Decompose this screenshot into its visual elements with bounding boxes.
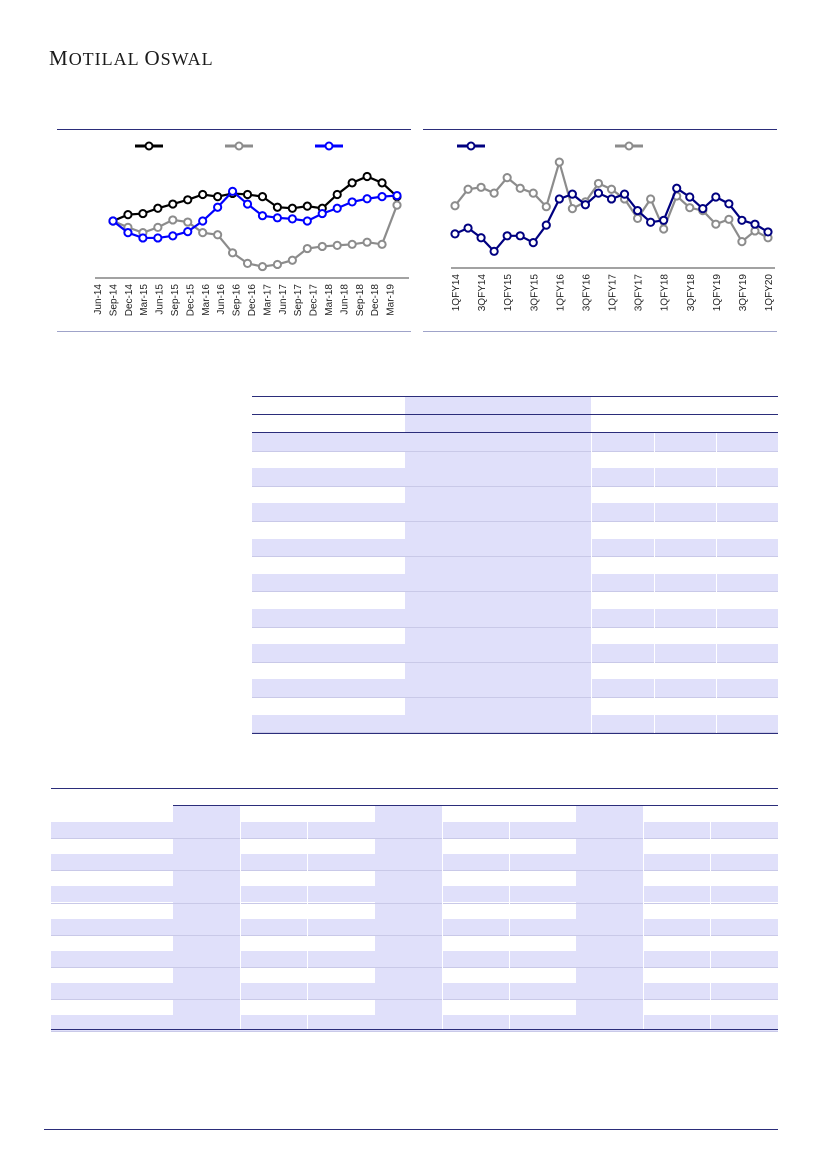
- left-line-chart: [57, 132, 411, 330]
- left-x-tick-label: Mar-17: [262, 284, 274, 316]
- left-series-1-point: [154, 205, 161, 212]
- right-x-tick-label: 1QFY15: [503, 274, 515, 312]
- left-series-1-point: [364, 173, 371, 180]
- left-x-tick-label: Sep-14: [108, 284, 120, 317]
- right-x-tick-label: 1QFY14: [451, 274, 462, 312]
- left-series-3-point: [364, 195, 371, 202]
- left-series-3-point: [214, 204, 221, 211]
- right-series-2-point: [491, 190, 498, 197]
- table-1-row-rule: [252, 556, 778, 557]
- right-chart-bottom-rule: [423, 331, 777, 332]
- table-2-band-row: [51, 919, 778, 935]
- left-x-tick-label: Sep-16: [231, 284, 243, 317]
- left-x-tick-label: Jun-14: [93, 284, 104, 315]
- table-2-row-rule: [51, 870, 778, 871]
- left-series-2-point: [199, 229, 206, 236]
- left-series-3-point: [139, 234, 146, 241]
- right-series-1-point: [569, 191, 576, 198]
- table-2-band-row: [51, 951, 778, 967]
- left-x-tick-label: Mar-19: [385, 284, 397, 316]
- left-series-3-point: [289, 215, 296, 222]
- left-x-tick-label: Dec-14: [123, 284, 135, 317]
- table-2-column-divider: [643, 822, 644, 1029]
- right-x-tick-label: 1QFY19: [711, 274, 723, 312]
- right-series-1-point: [673, 185, 680, 192]
- left-series-3-point: [199, 217, 206, 224]
- table-2: [51, 788, 778, 1030]
- left-x-tick-label: Dec-18: [370, 284, 382, 317]
- right-series-1-point: [712, 193, 719, 200]
- table-1-band-row: [252, 715, 778, 733]
- right-series-1-point: [634, 207, 641, 214]
- right-series-1-point: [647, 219, 654, 226]
- left-series-1-point: [169, 200, 176, 207]
- table-1-top-rule: [252, 396, 778, 397]
- right-series-2-point: [634, 215, 641, 222]
- right-series-1-point: [686, 193, 693, 200]
- left-series-3-point: [334, 205, 341, 212]
- table-2-header-rule: [173, 805, 778, 806]
- legend-marker-2: [626, 143, 633, 150]
- right-series-2-point: [725, 216, 732, 223]
- table-1-band-row: [252, 503, 778, 521]
- left-x-tick-label: Dec-16: [247, 284, 258, 317]
- legend-marker-1: [468, 143, 475, 150]
- left-series-3-point: [244, 200, 251, 207]
- left-series-3-point: [109, 217, 116, 224]
- right-x-tick-label: 1QFY17: [607, 274, 619, 312]
- table-1-column-divider: [654, 433, 655, 733]
- right-series-1-point: [660, 217, 667, 224]
- left-series-3-point: [393, 192, 400, 199]
- right-x-tick-label: 1QFY18: [659, 274, 671, 312]
- right-series-1-point: [582, 201, 589, 208]
- table-1-row-rule: [252, 697, 778, 698]
- right-series-1-point: [464, 224, 471, 231]
- left-series-2-point: [349, 241, 356, 248]
- left-series-1-point: [334, 191, 341, 198]
- left-series-2-point: [289, 257, 296, 264]
- left-series-1-point: [378, 179, 385, 186]
- table-1-row-rule: [252, 521, 778, 522]
- right-series-1-point: [543, 222, 550, 229]
- right-series-2-point: [451, 202, 458, 209]
- left-x-tick-label: Sep-15: [170, 284, 181, 317]
- left-series-1-point: [184, 196, 191, 203]
- footer-rule: [44, 1129, 778, 1130]
- left-x-tick-label: Jun-15: [154, 284, 166, 315]
- left-chart-bottom-rule: [57, 331, 411, 332]
- left-series-3-point: [259, 212, 266, 219]
- table-1-band-row: [252, 679, 778, 697]
- table-1-band-row: [252, 644, 778, 662]
- left-series-1-point: [199, 191, 206, 198]
- left-x-tick-label: Jun-18: [339, 284, 351, 315]
- table-1-column-divider: [591, 433, 592, 733]
- right-x-tick-label: 3QFY16: [581, 274, 593, 312]
- table-1-row-rule: [252, 662, 778, 663]
- left-series-3-point: [274, 214, 281, 221]
- right-series-1-point: [621, 191, 628, 198]
- right-series-2-point: [556, 158, 563, 165]
- left-series-2-point: [393, 202, 400, 209]
- left-series-3-point: [124, 229, 131, 236]
- table-1-band-row: [252, 609, 778, 627]
- table-2-column-divider: [442, 822, 443, 1029]
- right-series-1-point: [530, 239, 537, 246]
- right-series-2-point: [464, 186, 471, 193]
- right-series-1-point: [517, 232, 524, 239]
- left-series-3-point: [319, 210, 326, 217]
- right-series-1-point: [608, 195, 615, 202]
- table-1: [252, 396, 778, 734]
- table-1-row-rule: [252, 591, 778, 592]
- right-x-tick-label: 3QFY19: [737, 274, 749, 312]
- left-series-2-point: [304, 245, 311, 252]
- table-2-row-rule: [51, 903, 778, 904]
- table-1-band-row: [252, 574, 778, 592]
- table-1-row-rule: [252, 451, 778, 452]
- left-series-1-point: [124, 211, 131, 218]
- table-2-row-rule: [51, 935, 778, 936]
- left-series-2-point: [364, 239, 371, 246]
- left-series-1-point: [349, 179, 356, 186]
- right-series-2-point: [738, 238, 745, 245]
- right-series-1-point: [699, 205, 706, 212]
- right-series-2-point: [543, 203, 550, 210]
- left-x-tick-label: Jun-17: [277, 284, 289, 315]
- left-series-1-point: [244, 191, 251, 198]
- right-series-2-point: [660, 225, 667, 232]
- table-2-column-divider: [240, 822, 241, 1029]
- right-series-2-point: [477, 184, 484, 191]
- right-series-1-point: [556, 195, 563, 202]
- table-1-header-rule: [252, 414, 778, 415]
- left-x-tick-label: Mar-18: [324, 284, 335, 316]
- table-1-column-divider: [716, 433, 717, 733]
- right-series-1-point: [725, 200, 732, 207]
- right-series-1-point: [491, 248, 498, 255]
- right-series-2-point: [569, 205, 576, 212]
- table-2-row-rule: [51, 1031, 778, 1032]
- left-series-3-point: [378, 193, 385, 200]
- table-2-band-row: [51, 983, 778, 999]
- right-series-2-point: [530, 190, 537, 197]
- table-1-band-row: [252, 433, 778, 451]
- left-x-tick-label: Dec-17: [308, 284, 320, 317]
- left-series-1-point: [304, 203, 311, 210]
- left-series-3-point: [169, 232, 176, 239]
- left-series-3-point: [304, 217, 311, 224]
- table-2-bottom-rule: [51, 1029, 778, 1030]
- table-2-column-divider: [509, 822, 510, 1029]
- left-series-2-point: [169, 216, 176, 223]
- table-1-row-rule: [252, 486, 778, 487]
- left-series-1-point: [274, 204, 281, 211]
- left-series-3-point: [229, 188, 236, 195]
- right-series-1-point: [595, 190, 602, 197]
- table-2-top-rule: [51, 788, 778, 789]
- company-logo: MOTILAL OSWAL: [49, 46, 214, 70]
- table-1-bottom-rule: [252, 733, 778, 734]
- table-2-row-rule: [51, 838, 778, 839]
- right-series-1-point: [477, 234, 484, 241]
- table-2-row-rule: [51, 967, 778, 968]
- right-series-2-point: [608, 186, 615, 193]
- left-series-3-point: [184, 228, 191, 235]
- table-2-band-row: [51, 854, 778, 870]
- left-series-2-point: [184, 218, 191, 225]
- table-1-row-rule: [252, 627, 778, 628]
- left-series-2-point: [229, 249, 236, 256]
- legend-marker-2: [236, 143, 243, 150]
- right-x-tick-label: 3QFY18: [685, 274, 697, 312]
- right-series-1-point: [764, 228, 771, 235]
- right-series-1-point: [751, 221, 758, 228]
- left-series-1-point: [289, 205, 296, 212]
- left-series-1-point: [139, 210, 146, 217]
- right-series-2-point: [517, 185, 524, 192]
- right-x-tick-label: 1QFY20: [764, 274, 775, 312]
- right-x-tick-label: 3QFY17: [633, 274, 645, 312]
- legend-marker-3: [326, 143, 333, 150]
- right-series-2-point: [504, 174, 511, 181]
- table-1-band-row: [252, 539, 778, 557]
- right-x-tick-label: 3QFY15: [529, 274, 541, 312]
- left-series-2-point: [154, 224, 161, 231]
- right-series-1-point: [451, 230, 458, 237]
- left-x-tick-label: Jun-16: [216, 284, 228, 315]
- right-series-1-point: [738, 217, 745, 224]
- left-chart-top-rule: [57, 129, 411, 130]
- left-series-1-point: [259, 193, 266, 200]
- left-series-2-point: [378, 241, 385, 248]
- right-series-2-point: [712, 221, 719, 228]
- left-series-2-point: [214, 231, 221, 238]
- left-series-2-point: [244, 260, 251, 267]
- table-2-column-divider: [710, 822, 711, 1029]
- table-2-column-divider: [307, 822, 308, 1029]
- left-series-3-point: [349, 198, 356, 205]
- left-series-1-point: [214, 193, 221, 200]
- table-2-band-row: [51, 886, 778, 902]
- left-x-tick-label: Dec-15: [185, 284, 197, 317]
- left-x-tick-label: Mar-16: [200, 284, 212, 316]
- right-x-tick-label: 1QFY16: [555, 274, 567, 312]
- right-series-1-point: [504, 232, 511, 239]
- left-x-tick-label: Sep-18: [354, 284, 366, 317]
- left-series-2-point: [259, 263, 266, 270]
- table-2-band-row: [51, 822, 778, 838]
- right-chart-top-rule: [423, 129, 777, 130]
- right-series-2-point: [595, 180, 602, 187]
- left-x-tick-label: Mar-15: [139, 284, 151, 316]
- legend-marker-1: [146, 143, 153, 150]
- left-series-3-point: [154, 234, 161, 241]
- right-line-chart: [423, 132, 777, 330]
- left-series-2-point: [319, 243, 326, 250]
- left-x-tick-label: Sep-17: [293, 284, 305, 317]
- right-x-tick-label: 3QFY14: [477, 274, 489, 312]
- right-series-2-point: [686, 204, 693, 211]
- left-series-2-point: [334, 242, 341, 249]
- left-series-2-point: [274, 261, 281, 268]
- table-2-row-rule: [51, 999, 778, 1000]
- table-1-band-row: [252, 468, 778, 486]
- right-series-2-point: [647, 195, 654, 202]
